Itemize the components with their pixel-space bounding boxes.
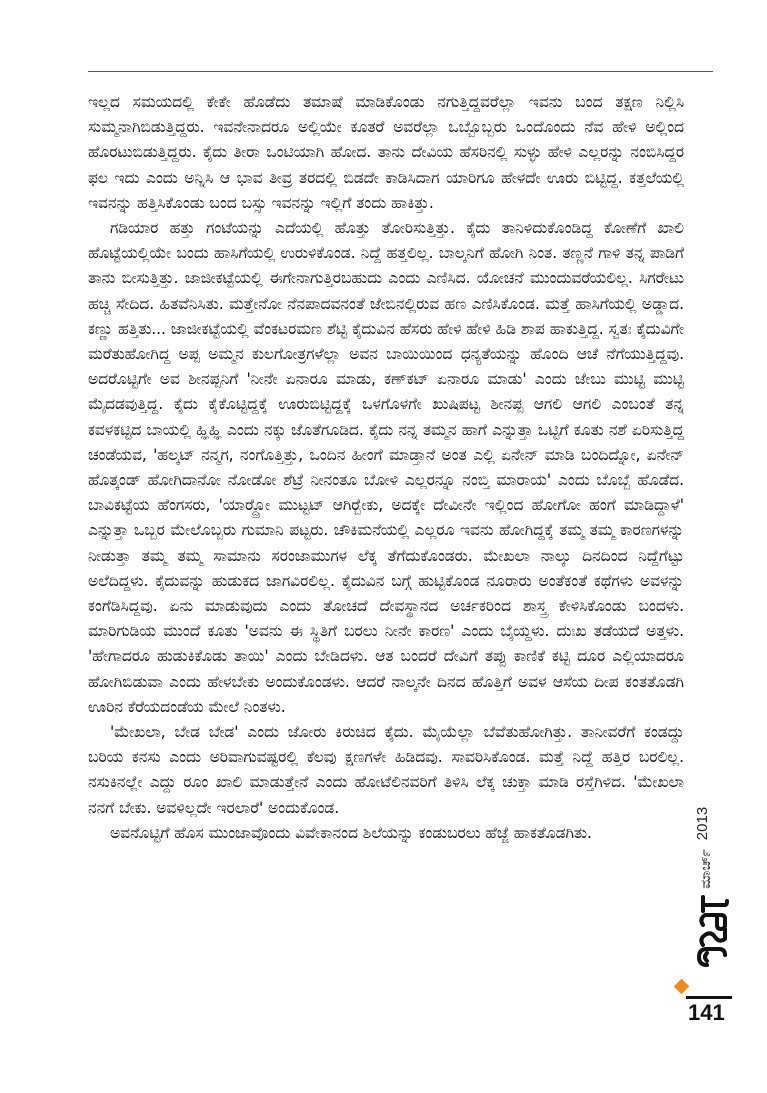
page-number: 141	[688, 1000, 725, 1025]
paragraph: 'ಮೇಖಲಾ, ಬೇಡ ಬೇಡ' ಎಂದು ಜೋರು ಕಿರುಚಿದ ಕೈದು. ಮೈಯೆಲ್ಲಾ ಬೆವೆತುಹೋಗಿತ್ತು. ತಾನೀವರೆಗೆ ಕಂಡದ್ದು ಬರಿಯ ಕನಸು ಎಂದು ಅರಿವಾಗುವಷ್ಟರಲ್ಲಿ ಕೆಲವು ಕ್ಷಣಗಳೇ ಹಿಡಿದವು. ಸಾವರಿಸಿಕೊಂಡ. ಮತ್ತೆ ನಿದ್ದೆ ಹತ್ತಿರ ಬರಲಿಲ್ಲ. ನಸುಕಿನಲ್ಲೇ ಎದ್ದು ರೂಂ ಖಾಲಿ ಮಾಡುತ್ತೇನೆ ಎಂದು ಹೋಟೆಲಿನವರಿಗೆ ತಿಳಿಸಿ ಲೆಕ್ಕ ಚುಕ್ತಾ ಮಾಡಿ ರಸ್ತೆಗಿಳಿದ. 'ಮೇಖಲಾ ನನಗೆ ಬೇಕು. ಅವಳಿಲ್ಲದೇ ಇರಲಾರೆ' ಅಂದುಕೊಂಡ.	[88, 723, 684, 817]
issue-month: ಮಾರ್ಚ್	[697, 849, 714, 889]
paragraph: ಗಡಿಯಾರ ಹತ್ತು ಗಂಟೆಯನ್ನು ಎದೆಯಲ್ಲಿ ಹೊತ್ತು ತೋರಿಸುತ್ತಿತ್ತು. ಕೈದು ತಾನಿಳಿದುಕೊಂಡಿದ್ದ ಕೋಣೆಗೆ ಖಾಲಿ ಹೊಟ್ಟೆಯಲ್ಲಿಯೇ ಬಂದು ಹಾಸಿಗೆಯಲ್ಲಿ ಉರುಳಿಕೊಂಡ. ನಿದ್ದೆ ಹತ್ತಲಿಲ್ಲ. ಬಾಲ್ಕನಿಗೆ ಹೋಗಿ ನಿಂತ. ತಣ್ಣನೆ ಗಾಳಿ ತನ್ನ ಪಾಡಿಗೆ ತಾನು ಬೀಸುತ್ತಿತ್ತು. ಜಾಜೀಕಟ್ಟೆಯಲ್ಲಿ ಈಗೇನಾಗುತ್ತಿರಬಹುದು ಎಂದು ಎಣಿಸಿದ. ಯೋಚನೆ ಮುಂದುವರೆಯಲಿಲ್ಲ. ಸಿಗರೇಟು ಹಚ್ಚಿ ಸೇದಿದ. ಹಿತವೆನಿಸಿತು. ಮತ್ತೇನೋ ನೆನಪಾದವನಂತೆ ಜೇಬಿನಲ್ಲಿರುವ ಹಣ ಎಣಿಸಿಕೊಂಡ. ಮತ್ತೆ ಹಾಸಿಗೆಯಲ್ಲಿ ಅಡ್ಡಾದ. ಕಣ್ಣು ಹತ್ತಿತು... ಜಾಜೀಕಟ್ಟೆಯಲ್ಲಿ ವೆಂಕಟರಮಣ ಶೆಟ್ಟಿ ಕೈದುವಿನ ಹೆಸರು ಹೇಳಿ ಹೇಳಿ ಹಿಡಿ ಶಾಪ ಹಾಕುತ್ತಿದ್ದ. ಸ್ವತಃ ಕೈದುವಿಗೇ ಮರೆತುಹೋಗಿದ್ದ ಅಪ್ಪ ಅಮ್ಮನ ಕುಲಗೋತ್ರಗಳೆಲ್ಲಾ ಅವನ ಬಾಯಿಯಿಂದ ಧನ್ಯತೆಯನ್ನು ಹೊಂದಿ ಆಚೆ ನೆಗೆಯುತ್ತಿದ್ದವು. ಅದರೊಟ್ಟಿಗೇ ಅವ ಶೀನಪ್ಪನಿಗೆ 'ನೀನೇ ಏನಾರೂ ಮಾಡು, ಕಣ್‌ಕಟ್ ಏನಾರೂ ಮಾಡು' ಎಂದು ಜೇಬು ಮುಟ್ಟಿ ಮುಟ್ಟಿ ಮೈದಡವುತ್ತಿದ್ದ. ಕೈದು ಕೈಕೊಟ್ಟಿದ್ದಕ್ಕೆ ಊರುಬಿಟ್ಟಿದ್ದಕ್ಕೆ ಒಳಗೊಳಗೇ ಖುಷಿಪಟ್ಟ ಶೀನಪ್ಪ ಆಗಲಿ ಆಗಲಿ ಎಂಬಂತೆ ತನ್ನ ಕವಳಕಟ್ಟಿದ ಬಾಯಲ್ಲಿ ಹ್ಞಿಹ್ಞಿ ಎಂದು ನಕ್ಕು ಜೊತೆಗೂಡಿದ. ಕೈದು ನನ್ನ ತಮ್ಮನ ಹಾಗೆ ಎನ್ನುತ್ತಾ ಒಟ್ಟಿಗೆ ಕೂತು ನಶೆ ಏರಿಸುತ್ತಿದ್ದ ಚಂಡೆಯವ, 'ಹಲ್ಕಟ್ ನನ್ಮಗ, ನಂಗೊತ್ತಿತ್ತು, ಒಂದಿನ ಹೀಂಗೆ ಮಾಡ್ತಾನೆ ಅಂತ ಎಲ್ಲಿ ಏನೇನ್ ಮಾಡಿ ಬಂದಿದ್ನೋ, ಏನೇನ್ ಹೊತ್ಕಂಡ್ ಹೋಗಿದಾನೋ ನೋಡೋ ಶೆಟ್ರೆ ನೀನಂತೂ ಬೋಳಿ ಎಲ್ಲರನ್ನೂ ನಂಬ್ತಿ ಮಾರಾಯ' ಎಂದು ಬೊಬ್ಬೆ ಹೊಡೆದ. ಬಾವಿಕಟ್ಟೆಯ ಹೆಂಗಸರು, 'ಯಾರ್‍ದ್ರೋ ಮುಟ್ಟಟ್ ಆಗಿರ್‍ಬೇಕು, ಅದಕ್ಕೇ ದೇವೀನೇ ಇಲ್ಲಿಂದ ಹೋಗೋ ಹಂಗೆ ಮಾಡಿದ್ದಾಳೆ' ಎನ್ನುತ್ತಾ ಒಬ್ಬರ ಮೇಲೊಬ್ಬರು ಗುಮಾನಿ ಪಟ್ಟರು. ಚೌಕಿಮನೆಯಲ್ಲಿ ಎಲ್ಲರೂ ಇವನು ಹೋಗಿದ್ದಕ್ಕೆ ತಮ್ಮ ತಮ್ಮ ಕಾರಣಗಳನ್ನು ನೀಡುತ್ತಾ ತಮ್ಮ ತಮ್ಮ ಸಾಮಾನು ಸರಂಜಾಮುಗಳ ಲೆಕ್ಕ ತೆಗೆದುಕೊಂಡರು. ಮೇಖಲಾ ನಾಲ್ಕು ದಿನದಿಂದ ನಿದ್ದೆಗೆಟ್ಟು ಅಲೆದಿದ್ದಳು. ಕೈದುವನ್ನು ಹುಡುಕದ ಜಾಗವಿರಲಿಲ್ಲ. ಕೈದುವಿನ ಬಗ್ಗೆ ಹುಟ್ಟಿಕೊಂಡ ನೂರಾರು ಅಂತೆಕಂತೆ ಕಥೆಗಳು ಅವಳನ್ನು ಕಂಗೆಡಿಸಿದ್ದವು. ಏನು ಮಾಡುವುದು ಎಂದು ತೋಚದೆ ದೇವಸ್ಥಾನದ ಅರ್ಚಕರಿಂದ ಶಾಸ್ತ್ರ ಕೇಳಿಸಿಕೊಂಡು ಬಂದಳು. ಮಾರಿಗುಡಿಯ ಮುಂದೆ ಕೂತು 'ಅವನು ಈ ಸ್ಥಿತಿಗೆ ಬರಲು ನೀನೇ ಕಾರಣ' ಎಂದು ಬೈಯ್ದಳು. ದುಃಖ ತಡೆಯದೆ ಅತ್ತಳು. 'ಹೇಗಾದರೂ ಹುಡುಕಿಕೊಡು ತಾಯಿ' ಎಂದು ಬೇಡಿದಳು. ಆತ ಬಂದರೆ ದೇವಿಗೆ ತಪ್ಪು ಕಾಣಿಕೆ ಕಟ್ಟಿ ದೂರ ಎಲ್ಲಿಯಾದರೂ ಹೋಗಿಬಿಡುವಾ ಎಂದು ಹೇಳಬೇಕು ಅಂದುಕೊಂಡಳು. ಆದರೆ ನಾಲ್ಕನೇ ದಿನದ ಹೊತ್ತಿಗೆ ಅವಳ ಆಸೆಯ ದೀಪ ಕಂತತೊಡಗಿ ಊರಿನ ಕೆರೆಯದಂಡೆಯ ಮೇಲೆ ನಿಂತಳು.	[88, 219, 684, 716]
paragraph: ಅವನೊಟ್ಟಿಗೆ ಹೊಸ ಮುಂಜಾವೊಂದು ವಿವೇಕಾನಂದ ಶಿಲೆಯನ್ನು ಕಂಡುಬರಲು ಹೆಜ್ಜೆ ಹಾಕತೊಡಗಿತು.	[110, 823, 592, 842]
mayura-logo	[694, 893, 732, 969]
accent-diamond	[674, 979, 690, 995]
paragraph: ಇಲ್ಲದ ಸಮಯದಲ್ಲಿ ಕೇಕೇ ಹೊಡೆದು ತಮಾಷೆ ಮಾಡಿಕೊಂಡು ನಗುತ್ತಿದ್ದವರೆಲ್ಲಾ ಇವನು ಬಂದ ತಕ್ಷಣ ನಿಲ್ಲಿಸಿ ಸುಮ್ಮನಾಗಿಬಿಡುತ್ತಿದ್ದರು. ಇವನೇನಾದರೂ ಅಲ್ಲಿಯೇ ಕೂತರೆ ಅವರೆಲ್ಲಾ ಒಬ್ಬೊಬ್ಬರು ಒಂದೊಂದು ನೆವ ಹೇಳಿ ಅಲ್ಲಿಂದ ಹೊರಟುಬಿಡುತ್ತಿದ್ದರು. ಕೈದು ತೀರಾ ಒಂಟಿಯಾಗಿ ಹೋದ. ತಾನು ದೇವಿಯ ಹೆಸರಿನಲ್ಲಿ ಸುಳ್ಳು ಹೇಳಿ ಎಲ್ಲರನ್ನು ನಂಬಿಸಿದ್ದರ ಫಲ ಇದು ಎಂದು ಅನ್ನಿಸಿ ಆ ಭಾವ ತೀವ್ರ ತರದಲ್ಲಿ ಬಿಡದೇ ಕಾಡಿಸಿದಾಗ ಯಾರಿಗೂ ಹೇಳದೇ ಊರು ಬಿಟ್ಟಿದ್ದ. ಕತ್ತಲೆಯಲ್ಲಿ ಇವನನ್ನು ಹತ್ತಿಸಿಕೊಂಡು ಬಂದ ಬಸ್ಸು ಇವನನ್ನು ಇಲ್ಲಿಗೆ ತಂದು ಹಾಕಿತ್ತು.	[88, 93, 684, 212]
top-divider	[88, 71, 713, 72]
issue-year: 2013	[694, 806, 712, 841]
article-body	[88, 90, 684, 846]
magazine-masthead	[694, 795, 734, 970]
page-number-rule	[686, 996, 732, 999]
